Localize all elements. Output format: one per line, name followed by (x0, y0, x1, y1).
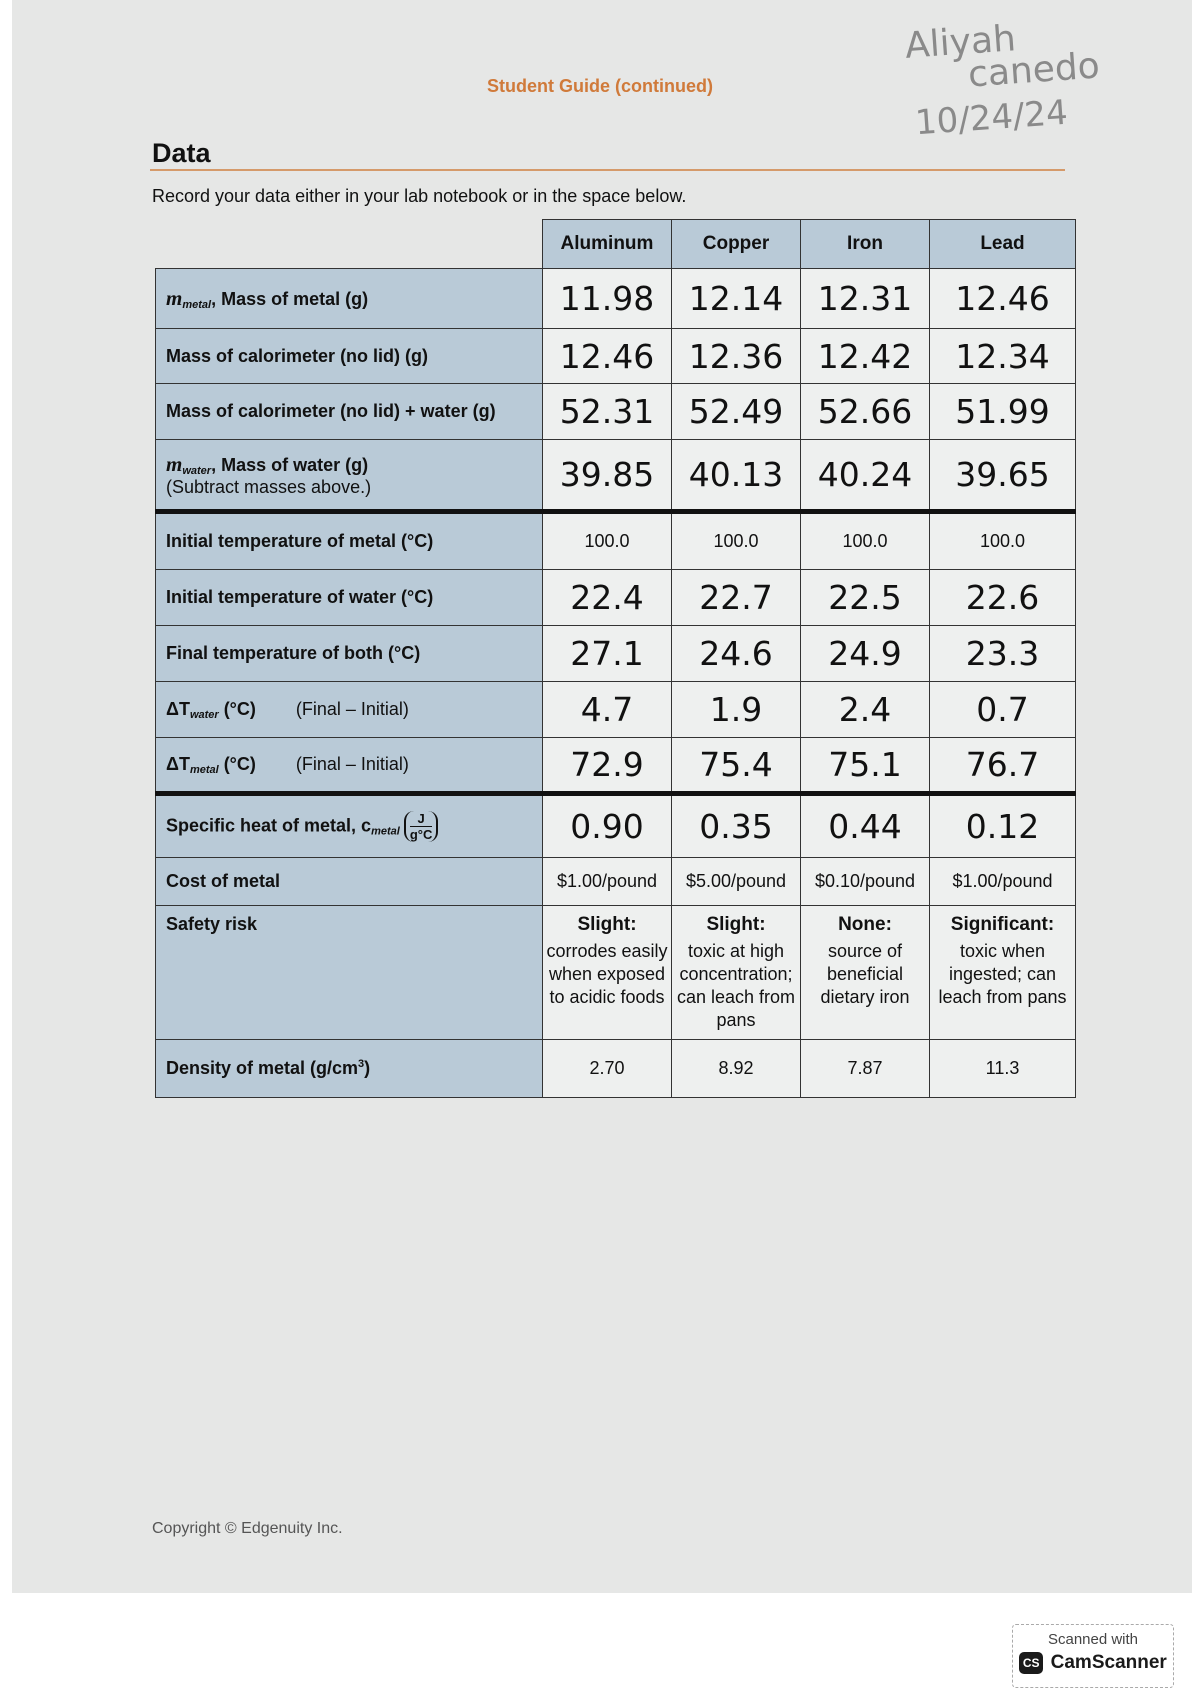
cell-value: 40.13 (672, 440, 801, 512)
cell-value: 11.98 (543, 269, 672, 329)
cell-value: 12.42 (801, 329, 930, 384)
cell-value: $1.00/pound (543, 858, 672, 906)
cell-safety: Slight: corrodes easily when exposed to acidic foods (543, 906, 672, 1040)
row-initial-temp-metal (156, 512, 1076, 570)
cell-value: $5.00/pound (672, 858, 801, 906)
cell-value: 12.14 (672, 269, 801, 329)
row-label: Mass of calorimeter (no lid) + water (g) (156, 384, 543, 440)
header-row (156, 220, 1076, 269)
row-label: Initial temperature of water (°C) (156, 570, 543, 626)
row-mass-water (156, 440, 1076, 512)
cell-value: 39.85 (543, 440, 672, 512)
row-mass-calorimeter-water (156, 384, 1076, 440)
cell-value: 22.5 (801, 570, 930, 626)
instructions: Record your data either in your lab notebook or in the space below. (152, 186, 687, 206)
unit-fraction: $\frac{J}{g^\circ C}$ (404, 811, 439, 842)
heading-divider (150, 169, 1065, 171)
row-label: Mass of calorimeter (no lid) (g) (156, 329, 543, 384)
cell-value: 23.3 (930, 626, 1076, 682)
cell-value: 2.70 (543, 1040, 672, 1098)
cell-value: 100.0 (543, 512, 672, 570)
col-header-copper: Copper (672, 220, 801, 269)
cell-value: 7.87 (801, 1040, 930, 1098)
handwritten-last-name: canedo (966, 45, 1101, 96)
cell-value: 8.92 (672, 1040, 801, 1098)
cell-safety: Slight: toxic at high concentration; can leach from pans (672, 906, 801, 1040)
badge-caption: Scanned with (1047, 1631, 1139, 1648)
cell-value: 0.7 (930, 682, 1076, 738)
cell-value: 27.1 (543, 626, 672, 682)
cell-value: 72.9 (543, 738, 672, 794)
handwritten-first-name: Aliyah (903, 18, 1018, 67)
cell-value: 12.36 (672, 329, 801, 384)
cell-value: 12.31 (801, 269, 930, 329)
row-mass-metal (156, 269, 1076, 329)
row-label: Safety risk (156, 906, 543, 1040)
camscanner-badge (1012, 1624, 1174, 1688)
row-label: $m_{water}$, Mass of water (g) (Subtract masses above.) (156, 440, 543, 512)
guide-title: Student Guide (continued) (487, 76, 713, 96)
cell-value: 52.66 (801, 384, 930, 440)
data-table (155, 219, 1076, 1098)
row-label: $m_{metal}$, Mass of metal (g) (156, 269, 543, 329)
cell-value: 4.7 (543, 682, 672, 738)
cell-value: 75.4 (672, 738, 801, 794)
cell-value: 0.44 (801, 794, 930, 858)
cell-value: 76.7 (930, 738, 1076, 794)
row-label: Final temperature of both (°C) (156, 626, 543, 682)
cell-value: 24.9 (801, 626, 930, 682)
cell-value: 11.3 (930, 1040, 1076, 1098)
cell-value: $0.10/pound (801, 858, 930, 906)
badge-brand: CamScanner (1050, 1652, 1167, 1673)
row-label: Specific heat of metal, $c_{metal}$ $\frac{J}{g^\circ C}$ (156, 794, 543, 858)
row-label: Density of metal $(g/cm^3)$ (156, 1040, 543, 1098)
cell-value: 22.6 (930, 570, 1076, 626)
cell-value: 100.0 (672, 512, 801, 570)
col-header-lead: Lead (930, 220, 1076, 269)
cell-value: $1.00/pound (930, 858, 1076, 906)
row-label: $\Delta T_{metal}$ (°C) (Final – Initial) (156, 738, 543, 794)
camscanner-logo-icon: CS (1019, 1652, 1043, 1674)
cell-value: 12.46 (543, 329, 672, 384)
row-label: $\Delta T_{water}$ (°C) (Final – Initial) (156, 682, 543, 738)
row-final-temp (156, 626, 1076, 682)
copyright: Copyright © Edgenuity Inc. (152, 1520, 343, 1537)
cell-value: 24.6 (672, 626, 801, 682)
cell-value: 51.99 (930, 384, 1076, 440)
cell-value: 22.4 (543, 570, 672, 626)
cell-value: 52.49 (672, 384, 801, 440)
cell-value: 0.90 (543, 794, 672, 858)
row-label: Cost of metal (156, 858, 543, 906)
row-delta-t-water (156, 682, 1076, 738)
row-initial-temp-water (156, 570, 1076, 626)
handwritten-date: 10/24/24 (913, 92, 1069, 144)
row-specific-heat (156, 794, 1076, 858)
col-header-aluminum: Aluminum (543, 220, 672, 269)
row-delta-t-metal (156, 738, 1076, 794)
cell-value: 12.34 (930, 329, 1076, 384)
cell-value: 12.46 (930, 269, 1076, 329)
cell-value: 100.0 (801, 512, 930, 570)
cell-value: 100.0 (930, 512, 1076, 570)
cell-value: 2.4 (801, 682, 930, 738)
cell-value: 39.65 (930, 440, 1076, 512)
cell-value: 75.1 (801, 738, 930, 794)
col-header-iron: Iron (801, 220, 930, 269)
row-safety (156, 906, 1076, 1040)
cell-value: 0.35 (672, 794, 801, 858)
cell-safety: Significant: toxic when ingested; can leach from pans (930, 906, 1076, 1040)
row-label: Initial temperature of metal (°C) (156, 512, 543, 570)
cell-value: 0.12 (930, 794, 1076, 858)
header-blank-cell (156, 220, 543, 269)
row-cost (156, 858, 1076, 906)
cell-value: 1.9 (672, 682, 801, 738)
row-mass-calorimeter (156, 329, 1076, 384)
row-density (156, 1040, 1076, 1098)
section-title: Data (152, 138, 211, 168)
cell-value: 40.24 (801, 440, 930, 512)
cell-value: 22.7 (672, 570, 801, 626)
cell-value: 52.31 (543, 384, 672, 440)
cell-safety: None: source of beneficial dietary iron (801, 906, 930, 1040)
